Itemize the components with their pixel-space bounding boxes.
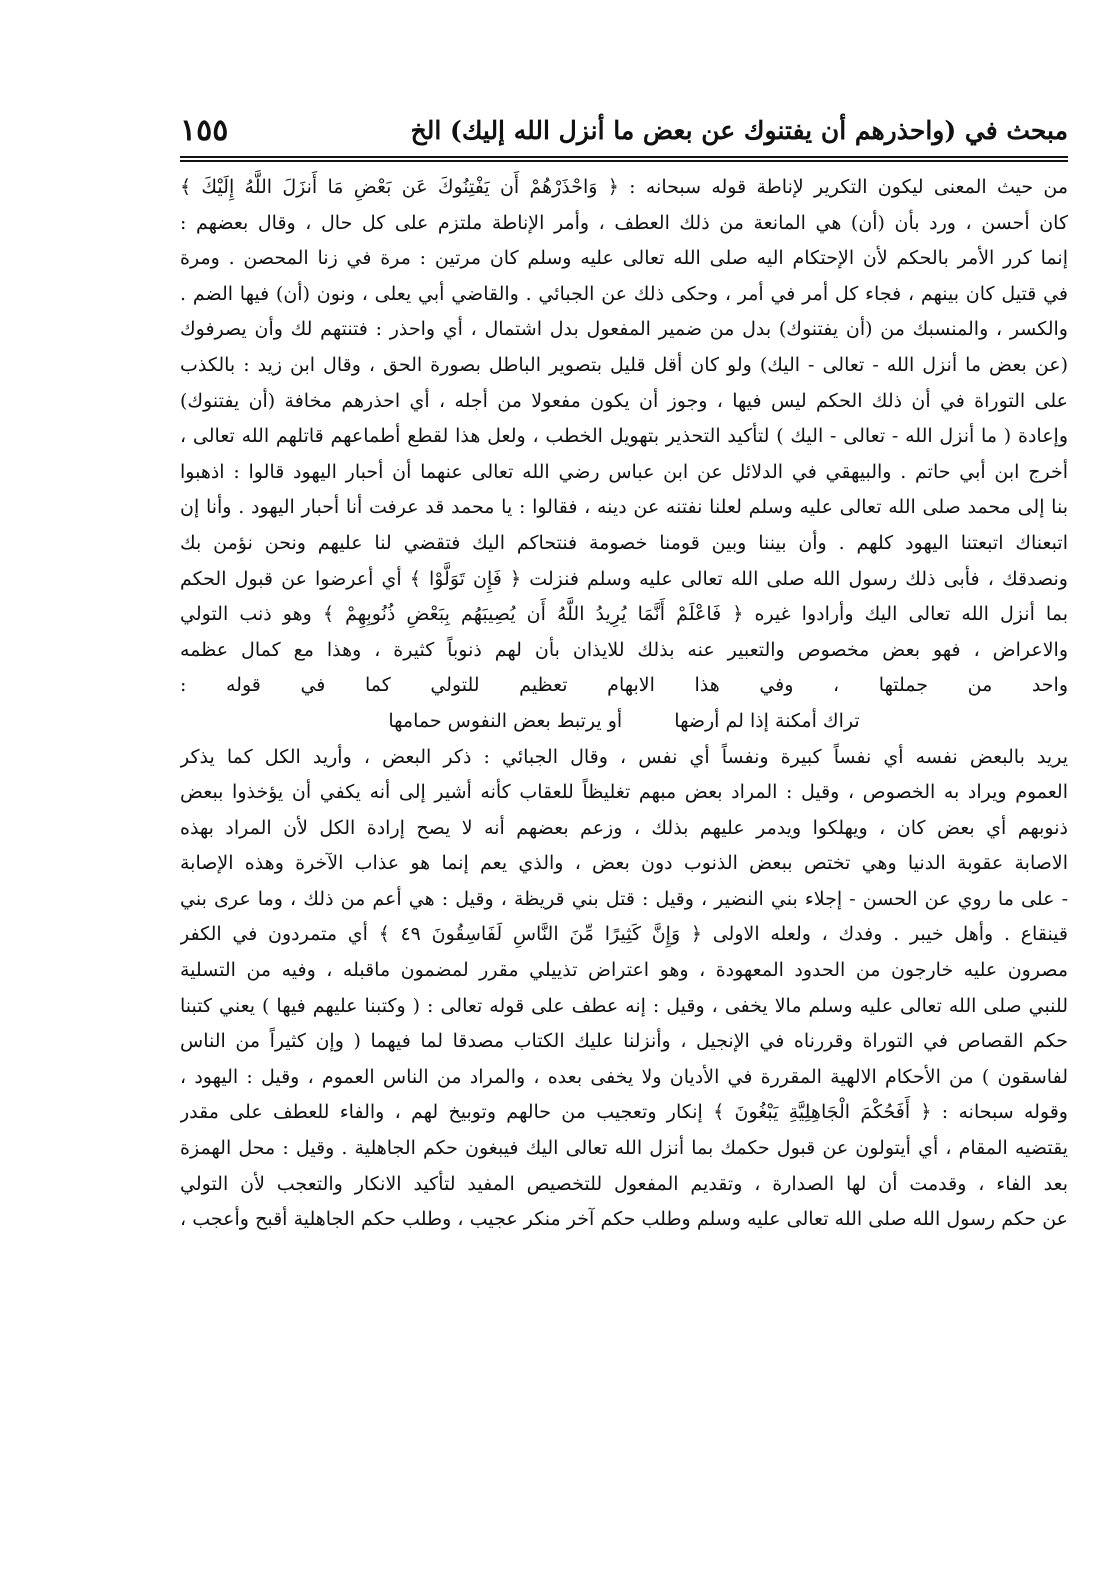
text-line: واحد من جملتها ، وفي هذا الابهام تعظيم للتولي كما في قوله : <box>180 674 1068 697</box>
text-line: إنما كرر الأمر بالحكم لأن الإحتكام اليه صلى الله تعالى عليه وسلم كان مرتين : مرة في زنا المحصن . ومرة <box>180 247 1068 270</box>
page-number: ١٥٥ <box>180 112 229 148</box>
text-line: من حيث المعنى ليكون التكرير لإناطة قوله سبحانه : ﴿ وَاحْذَرْهُمْ أَن يَفْتِنُوكَ عَن بَعْضِ مَا أَنزَلَ اللَّهُ إِلَيْكَ ﴾ <box>180 176 1068 198</box>
text-line: وقوله سبحانه : ﴿ أَفَحُكْمَ الْجَاهِلِيَّةِ يَبْغُونَ ﴾ إنكار وتعجيب من حالهم وتوبيخ لهم ، والفاء للعطف على مقدر <box>180 1101 1068 1124</box>
text-line: الاصابة عقوبة الدنيا وهي تختص ببعض الذنوب دون بعض ، والذي يعم إنما هو عذاب الآخرة وهذه الإصابة <box>180 852 1068 875</box>
text-line: والاعراض ، فهو بعض مخصوص والتعبير عنه بذلك للايذان بأن لهم ذنوباً كثيرة ، وهذا مع كمال عظمه <box>180 638 1068 661</box>
verse-first-hemistich: تراك أمكنة إذا لم أرضها <box>674 709 860 732</box>
text-line: للنبي صلى الله تعالى عليه وسلم مالا يخفى ، وقيل : إنه عطف على قوله تعالى : ( وكتبنا عليهم فيها ) يعني كتبنا <box>180 994 1068 1017</box>
text-line: (عن بعض ما أنزل الله - تعالى - اليك) ولو كان أقل قليل بتصوير الباطل بصورة الحق ، وقال ابن زيد : بالكذب <box>180 353 1068 376</box>
text-line: بما أنزل الله تعالى اليك وأرادوا غيره ﴿ فَاعْلَمْ أَنَّمَا يُرِيدُ اللَّهُ أَن يُصِيبَهُم بِبَعْضِ ذُنُوبِهِمْ ﴾ وهو ذنب التولي <box>180 603 1068 626</box>
text-line: يريد بالبعض نفسه أي نفساً كبيرة ونفساً أي نفس ، وقال الجبائي : ذكر البعض ، وأريد الكل كما يذكر <box>180 745 1068 768</box>
body-text <box>180 170 1068 1238</box>
text-line: مصرون عليه خارجون من الحدود المعهودة ، وهو اعتراض تذييلي مقرر لمضمون ماقبله ، وفيه من التسلية <box>180 959 1068 982</box>
text-line: أخرج ابن أبي حاتم . والبيهقي في الدلائل عن ابن عباس رضي الله تعالى عنهما أن أحبار اليهود قالوا : اذهبوا <box>180 460 1068 483</box>
text-line: ونصدقك ، فأبى ذلك رسول الله صلى الله تعالى عليه وسلم فنزلت ﴿ فَإِن تَوَلَّوْا ﴾ أي أعرضوا عن قبول الحكم <box>180 567 1068 590</box>
text-line: وإعادة ( ما أنزل الله - تعالى - اليك ) لتأكيد التحذير بتهويل الخطب ، ولعل هذا لقطع أطماعهم قاتلهم الله تعالى ، <box>180 425 1068 448</box>
verse-second-hemistich: أو يرتبط بعض النفوس حمامها <box>388 709 623 732</box>
text-line: اتبعناك اتبعتنا اليهود كلهم . وأن بيننا وبين قومنا خصومة فنتحاكم اليك فتقضي لنا عليهم ونحن نؤمن بك <box>180 531 1068 554</box>
header-rule <box>180 156 1068 162</box>
text-line: العموم ويراد به الخصوص ، وقيل : المراد بعض مبهم تغليظاً للعقاب كأنه أشير إلى أنه يكفي أن يؤخذوا ببعض <box>180 781 1068 804</box>
text-line: بعد الفاء ، وقدمت أن لها الصدارة ، وتقديم المفعول للتخصيص المفيد لتأكيد الانكار والتعجب لأن التولي <box>180 1172 1068 1195</box>
text-line: كان أحسن ، ورد بأن (أن) هي المانعة من ذلك العطف ، وأمر الإناطة ملتزم على كل حال ، وقال بعضهم : <box>180 211 1068 234</box>
text-line: حكم القصاص في التوراة وقررناه في الإنجيل ، وأنزلنا عليك الكتاب مصدقا لما فيهما ( وإن كثيراً من الناس <box>180 1030 1068 1053</box>
text-line: بنا إلى محمد صلى الله تعالى عليه وسلم لعلنا نفتنه عن دينه ، فقالوا : يا محمد قد عرفت أنا أحبار اليهود . وأنا إن <box>180 496 1068 519</box>
text-line: - على ما روي عن الحسن - إجلاء بني النضير ، وقيل : قتل بني قريظة ، وقيل : هي أعم من ذلك ، وما عرى بني <box>180 887 1068 910</box>
text-line: يقتضيه المقام ، أي أيتولون عن قبول حكمك بما أنزل الله تعالى اليك فيبغون حكم الجاهلية . وقيل : محل الهمزة <box>180 1137 1068 1160</box>
text-line: على التوراة في أن ذلك الحكم ليس فيها ، وجوز أن يكون مفعولا من أجله ، أي احذرهم مخافة (أن يفتنوك) <box>180 389 1068 412</box>
header-title: مبحث في (واحذرهم أن يفتنوك عن بعض ما أنزل الله إليك) الخ <box>410 115 1068 145</box>
text-line: لفاسقون ) من الأحكام الالهية المقررة في الأديان ولا يخفى بعده ، والمراد من الناس العموم ، وقيل : اليهود ، <box>180 1065 1068 1088</box>
poetry-verse <box>180 704 1068 740</box>
text-line: ذنوبهم أي بعض كان ، ويهلكوا ويدمر عليهم بذلك ، وزعم بعضهم أنه لا يصح إرادة الكل لأن المراد بهذه <box>180 816 1068 839</box>
text-line: عن حكم رسول الله صلى الله تعالى عليه وسلم وطلب حكم آخر منكر عجيب ، وطلب حكم الجاهلية أقبح وأعجب ، <box>180 1208 1068 1231</box>
running-header <box>180 108 1068 152</box>
book-page <box>180 108 1068 1578</box>
text-line: في قتيل كان بينهم ، فجاء كل أمر في أمر ، وحكى ذلك عن الجبائي . والقاضي أبي يعلى ، ونون (أن) فيها الضم . <box>180 282 1068 305</box>
text-line: قينقاع . وأهل خيبر . وفدك ، ولعله الاولى ﴿ وَإِنَّ كَثِيرًا مِّنَ النَّاسِ لَفَاسِقُونَ ٤٩ ﴾ أي متمردون في الكفر <box>180 923 1068 946</box>
text-line: والكسر ، والمنسبك من (أن يفتنوك) بدل من ضمير المفعول بدل اشتمال ، أي واحذر : فتنتهم لك وأن يصرفوك <box>180 318 1068 341</box>
